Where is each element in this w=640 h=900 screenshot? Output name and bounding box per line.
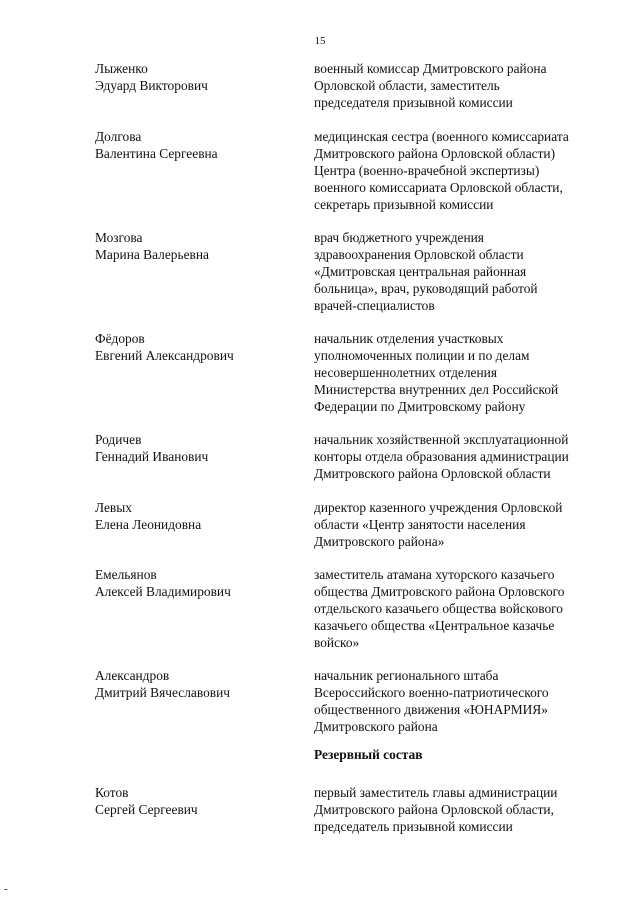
- role-line: Федерации по Дмитровскому району: [314, 399, 526, 414]
- role-line: врачей-специалистов: [314, 298, 435, 313]
- member-name: [95, 499, 300, 533]
- role-line: Всероссийского военно-патриотического: [314, 685, 549, 700]
- member-name: [95, 784, 300, 818]
- role-line: несовершеннолетних отделения: [314, 365, 497, 380]
- role-line: Орловской области, заместитель: [314, 78, 500, 93]
- member-given-names: Валентина Сергеевна: [95, 146, 218, 161]
- member-surname: Родичев: [95, 432, 142, 447]
- member-surname: Мозгова: [95, 230, 143, 245]
- role-line: общественного движения «ЮНАРМИЯ»: [314, 702, 548, 717]
- role-line: области «Центр занятости населения: [314, 517, 526, 532]
- role-line: конторы отдела образования администрации: [314, 449, 569, 464]
- member-name: [95, 431, 300, 465]
- role-line: медицинская сестра (военного комиссариата: [314, 129, 569, 144]
- member-role: [314, 229, 614, 314]
- role-line: Дмитровского района Орловской области,: [314, 802, 554, 817]
- member-given-names: Евгений Александрович: [95, 348, 234, 363]
- member-name: [95, 330, 300, 364]
- member-name: [95, 60, 300, 94]
- member-name: [95, 229, 300, 263]
- role-line: Дмитровского района: [314, 719, 438, 734]
- role-line: уполномоченных полиции и по делам: [314, 348, 530, 363]
- scan-edge-mark: -: [4, 883, 8, 895]
- role-line: председатель призывной комиссии: [314, 819, 513, 834]
- member-role: [314, 784, 614, 835]
- member-given-names: Елена Леонидовна: [95, 517, 202, 532]
- member-name: [95, 566, 300, 600]
- role-line: общества Дмитровского района Орловского: [314, 584, 565, 599]
- member-given-names: Сергей Сергеевич: [95, 802, 198, 817]
- role-line: Дмитровского района»: [314, 534, 445, 549]
- role-line: директор казенного учреждения Орловской: [314, 500, 563, 515]
- member-surname: Александров: [95, 668, 170, 683]
- reserve-section-heading: Резервный состав: [314, 747, 423, 762]
- member-surname: Фёдоров: [95, 331, 145, 346]
- member-name: [95, 667, 300, 701]
- member-role: [314, 60, 614, 111]
- role-line: здравоохранения Орловской области: [314, 247, 524, 262]
- role-line: больница», врач, руководящий работой: [314, 281, 538, 296]
- role-line: Центра (военно-врачебной экспертизы): [314, 163, 540, 178]
- role-line: начальник хозяйственной эксплуатационной: [314, 432, 569, 447]
- role-line: Дмитровского района Орловской области: [314, 466, 551, 481]
- role-line: начальник регионального штаба: [314, 668, 499, 683]
- member-role: [314, 431, 614, 482]
- member-given-names: Дмитрий Вячеславович: [95, 685, 230, 700]
- role-line: врач бюджетного учреждения: [314, 230, 484, 245]
- page-number: 15: [314, 35, 326, 47]
- member-surname: Котов: [95, 785, 129, 800]
- member-role: [314, 330, 614, 415]
- role-line: казачьего общества «Центральное казачье: [314, 618, 555, 633]
- member-given-names: Алексей Владимирович: [95, 584, 231, 599]
- member-role: [314, 499, 614, 550]
- member-role: [314, 128, 614, 213]
- role-line: отдельского казачьего общества войскового: [314, 601, 563, 616]
- role-line: первый заместитель главы администрации: [314, 785, 558, 800]
- role-line: заместитель атамана хуторского казачьего: [314, 567, 555, 582]
- member-given-names: Эдуард Викторович: [95, 78, 208, 93]
- member-given-names: Геннадий Иванович: [95, 449, 209, 464]
- member-surname: Левых: [95, 500, 132, 515]
- member-surname: Долгова: [95, 129, 142, 144]
- role-line: военного комиссариата Орловской области,: [314, 180, 563, 195]
- member-surname: Емельянов: [95, 567, 157, 582]
- role-line: военный комиссар Дмитровского района: [314, 61, 547, 76]
- role-line: секретарь призывной комиссии: [314, 197, 494, 212]
- member-name: [95, 128, 300, 162]
- role-line: Дмитровского района Орловской области): [314, 146, 556, 161]
- member-role: [314, 566, 614, 651]
- role-line: начальник отделения участковых: [314, 331, 504, 346]
- role-line: войско»: [314, 635, 360, 650]
- role-line: «Дмитровская центральная районная: [314, 264, 527, 279]
- role-line: председателя призывной комиссии: [314, 95, 513, 110]
- member-given-names: Марина Валерьевна: [95, 247, 209, 262]
- member-surname: Лыженко: [95, 61, 148, 76]
- role-line: Министерства внутренних дел Российской: [314, 382, 559, 397]
- member-role: [314, 667, 614, 735]
